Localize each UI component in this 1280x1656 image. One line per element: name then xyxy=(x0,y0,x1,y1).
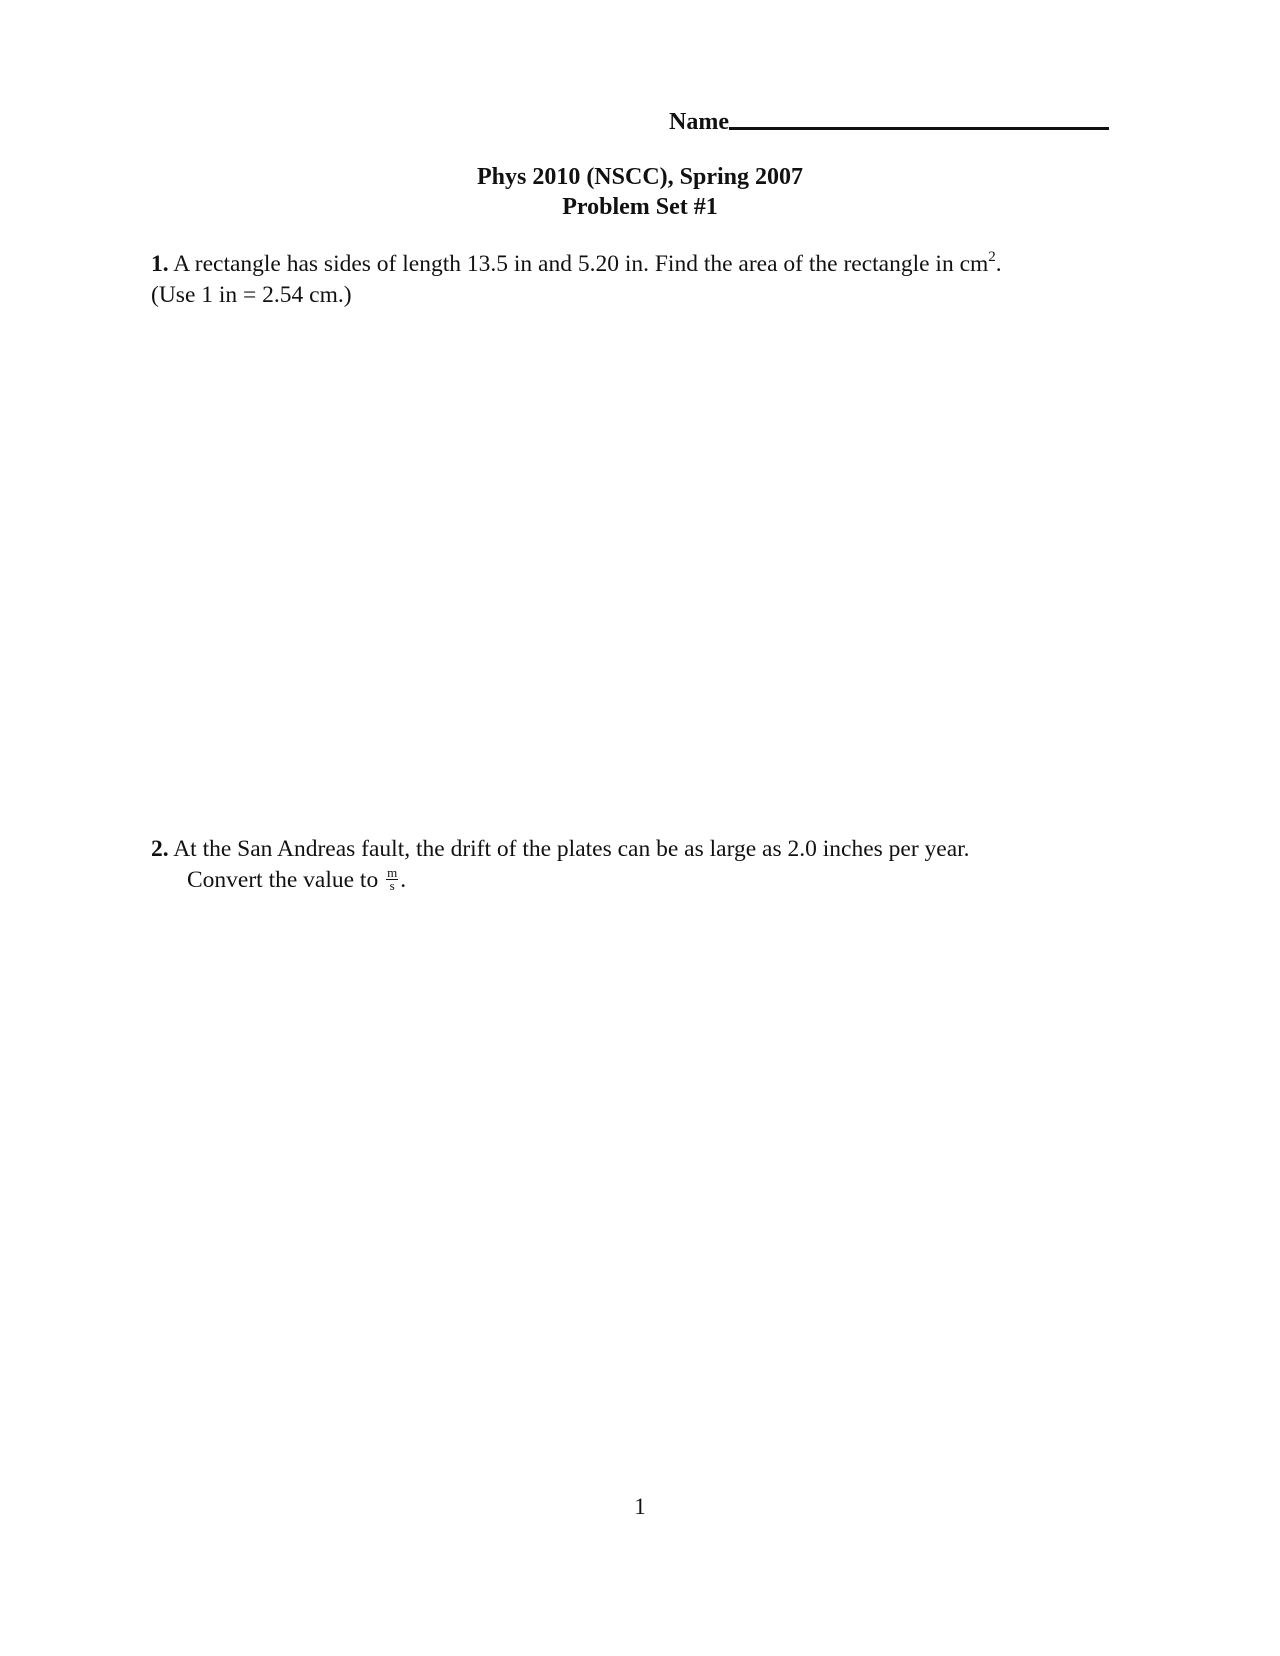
problem-2-text-2: Convert the value to xyxy=(187,867,385,893)
fraction-denominator: s xyxy=(389,878,395,894)
problem-1-line-1 xyxy=(151,249,1136,280)
units-fraction xyxy=(386,867,398,892)
document-title xyxy=(0,162,1280,222)
problem-2-text: At the San Andreas fault, the drift of the plates can be as large as 2.0 inches per year. xyxy=(168,836,970,862)
problem-2-line-2 xyxy=(151,865,1136,896)
problem-set-title: Problem Set #1 xyxy=(562,194,718,220)
course-title: Phys 2010 (NSCC), Spring 2007 xyxy=(476,164,804,190)
problem-2-line-1 xyxy=(151,834,1136,865)
name-field xyxy=(669,106,1129,136)
problem-1-number: 1. xyxy=(151,251,169,277)
page-number: 1 xyxy=(634,1494,646,1519)
fraction-numerator: m xyxy=(387,865,398,881)
problem-1-line-2: (Use 1 in = 2.54 cm.) xyxy=(151,282,352,308)
problem-1-period: . xyxy=(995,251,1002,277)
problem-1-text: A rectangle has sides of length 13.5 in and 5.20 in. Find the area of the rectangle in cm xyxy=(168,251,989,277)
name-blank-line xyxy=(729,127,1109,130)
problem-2-period: . xyxy=(400,867,407,893)
problem-2-number: 2. xyxy=(151,836,169,862)
problem-1 xyxy=(151,249,1136,311)
problem-2 xyxy=(151,834,1136,896)
name-label: Name xyxy=(669,109,729,135)
problem-1-exponent: 2 xyxy=(988,249,996,265)
